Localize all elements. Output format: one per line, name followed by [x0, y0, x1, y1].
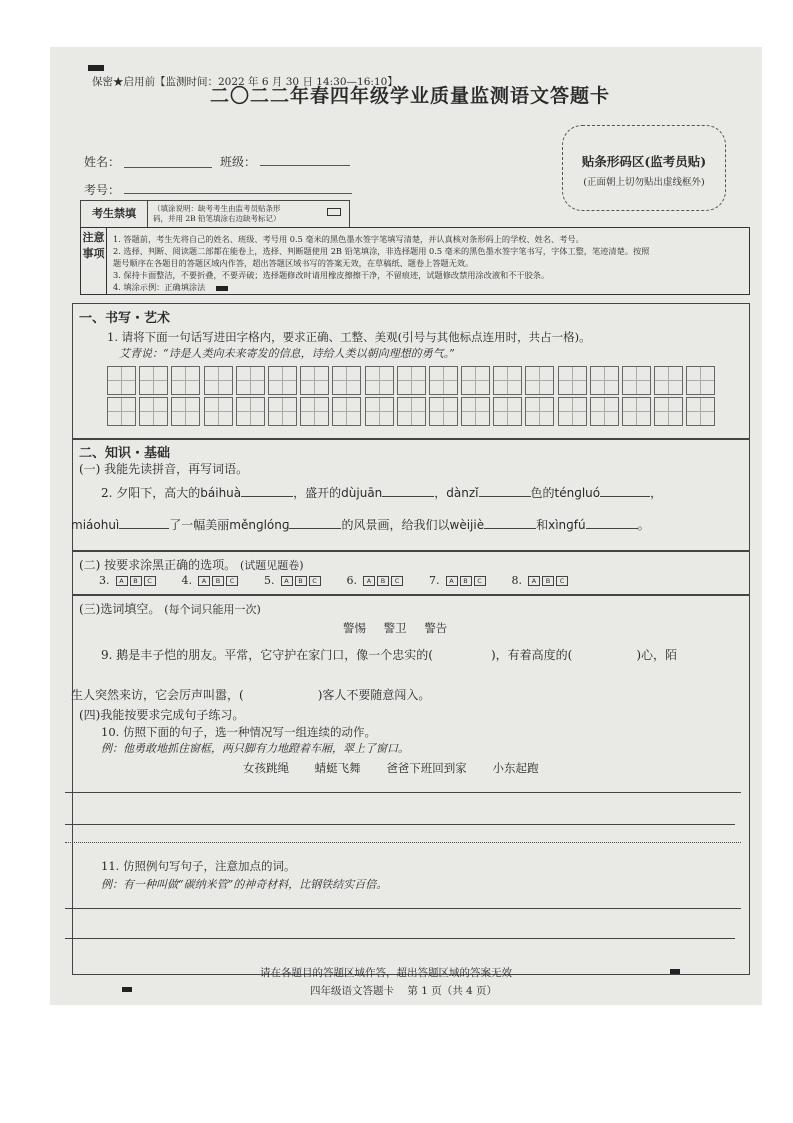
grid-cell[interactable] — [622, 397, 651, 426]
grid-cell[interactable] — [493, 366, 522, 395]
section-knowledge — [72, 439, 750, 551]
section-writing — [72, 303, 750, 439]
notice-label: 注意事项 — [81, 228, 107, 294]
choice-option-a[interactable]: A — [528, 576, 540, 586]
word-bank: 警惕 警卫 警告 — [343, 621, 448, 635]
grid-cell[interactable] — [525, 397, 554, 426]
q2-blank-6[interactable] — [289, 527, 341, 529]
forbidden-area — [80, 200, 350, 228]
part1-title: (一) 我能先读拼音，再写词语。 — [79, 462, 249, 476]
grid-cell[interactable] — [204, 366, 233, 395]
q2-blank-3[interactable] — [479, 495, 531, 497]
q2-line-2: miáohuì 了一幅美丽měnɡlónɡ 的风景画，给我们以wèijiè 和xìnɡfú 。 — [71, 518, 650, 532]
barcode-area — [562, 125, 726, 211]
grid-cell[interactable] — [461, 397, 490, 426]
choice-option-a[interactable]: A — [281, 576, 293, 586]
grid-cell[interactable] — [558, 397, 587, 426]
q2-blank-2[interactable] — [382, 495, 434, 497]
notice-line-1: 1. 答题前，考生先将自己的姓名、班级、考号用 0.5 毫米的黑色墨水签字笔填写清楚，并认真核对条形码上的学校、姓名、考号。 — [113, 234, 584, 244]
section-1-heading: 一、书写・艺术 — [79, 311, 171, 326]
choice-number: 4. — [181, 574, 192, 587]
grid-cell[interactable] — [300, 397, 329, 426]
choice-question — [99, 574, 158, 587]
q11-answer-line-2[interactable] — [65, 938, 735, 939]
grid-cell[interactable] — [397, 397, 426, 426]
confidential-line: 保密★启用前【监测时间：2022 年 6 月 30 日 14:30—16:10】 — [92, 76, 398, 88]
choice-option-c[interactable]: C — [391, 576, 403, 586]
choice-option-b[interactable]: B — [542, 576, 554, 586]
q9-line-1: 9. 鹅是丰子恺的朋友。平常，它守护在家门口，像一个忠实的( )，有着高度的( )心，陌 — [101, 648, 678, 662]
choice-row — [99, 574, 594, 587]
choice-option-b[interactable]: B — [295, 576, 307, 586]
grid-cell[interactable] — [204, 397, 233, 426]
choice-option-c[interactable]: C — [556, 576, 568, 586]
choice-number: 3. — [99, 574, 110, 587]
choice-question — [182, 574, 241, 587]
barcode-subtitle: (正面朝上切勿贴出虚线框外) — [583, 177, 705, 188]
q11-example: 例：有一种叫做“碳纳米管”的神奇材料，比钢铁结实百倍。 — [101, 878, 388, 891]
q9-line-2: 生人突然来访，它会厉声叫嚣，( )客人不要随意闯入。 — [71, 688, 431, 702]
grid-cell[interactable] — [622, 366, 651, 395]
page-title: 二〇二二年春四年级学业质量监测语文答题卡 — [209, 85, 610, 107]
alignment-mark-bottom-right — [670, 969, 680, 974]
q2-blank-8[interactable] — [586, 527, 638, 529]
name-label: 姓名： — [84, 155, 121, 169]
exam-number-label: 考号： — [84, 183, 121, 197]
grid-cell[interactable] — [171, 366, 200, 395]
q10-instruction: 10. 仿照下面的句子，选一种情况写一组连续的动作。 — [101, 725, 376, 739]
notice-box — [80, 227, 750, 295]
choice-option-b[interactable]: B — [130, 576, 142, 586]
writing-grid-row-1 — [107, 366, 717, 395]
q11-answer-line-1[interactable] — [65, 908, 741, 909]
grid-cell[interactable] — [429, 397, 458, 426]
part3-title: (三)选词填空。 (每个词只能用一次) — [79, 602, 261, 616]
footer-warning: 请在各题目的答题区域作答，超出答题区域的答案无效 — [260, 967, 512, 979]
alignment-mark — [88, 65, 104, 71]
notice-line-5: 4. 填涂示例：正确填涂法 — [113, 282, 228, 294]
choice-option-a[interactable]: A — [116, 576, 128, 586]
choice-question — [429, 574, 488, 587]
grid-cell[interactable] — [558, 366, 587, 395]
q10-answer-line-1[interactable] — [65, 792, 741, 793]
grid-cell[interactable] — [525, 366, 554, 395]
grid-cell[interactable] — [332, 397, 361, 426]
grid-cell[interactable] — [365, 366, 394, 395]
filled-example-mark — [216, 286, 228, 291]
grid-cell[interactable] — [236, 397, 265, 426]
choice-option-c[interactable]: C — [309, 576, 321, 586]
grid-cell[interactable] — [654, 366, 683, 395]
class-label: 班级： — [220, 155, 257, 169]
name-field[interactable] — [124, 167, 212, 168]
answer-sheet — [50, 47, 762, 1005]
choice-number: 6. — [346, 574, 357, 587]
grid-cell[interactable] — [429, 366, 458, 395]
grid-cell[interactable] — [139, 366, 168, 395]
choice-number: 5. — [264, 574, 275, 587]
grid-cell[interactable] — [654, 397, 683, 426]
notice-line-3: 题号顺序在各题目的答题区域内作答，超出答题区域书写的答案无效，在草稿纸、题卷上答题无效。 — [113, 258, 474, 268]
section-fill-and-sentences — [72, 595, 750, 975]
choice-option-a[interactable]: A — [198, 576, 210, 586]
divider — [65, 842, 741, 843]
choice-option-c[interactable]: C — [226, 576, 238, 586]
choice-question — [264, 574, 323, 587]
q2-blank-5[interactable] — [119, 527, 169, 529]
grid-cell[interactable] — [300, 366, 329, 395]
choice-number: 7. — [429, 574, 440, 587]
footer-page-number: 四年级语文答题卡 第 1 页（共 4 页） — [310, 985, 498, 997]
notice-line-2: 2. 选择、判断、阅读题二部都在能卷上，选择、判断题使用 2B 铅笔填涂，非选择题用 0.5 毫米的黑色墨水签字笔书写，字体工整，笔迹清楚。按照 — [113, 246, 650, 256]
notice-line-4: 3. 保持卡面整洁，不要折叠，不要弄破；选择题修改时请用橡皮擦擦干净，不留痕迹，试题修改禁用涂改液和不干胶条。 — [113, 270, 550, 280]
barcode-title: 贴条形码区(监考员贴) — [581, 154, 707, 169]
grid-cell[interactable] — [268, 397, 297, 426]
choice-option-b[interactable]: B — [212, 576, 224, 586]
q1-quote: 艾青说：“诗是人类向未来寄发的信息，诗给人类以朝向理想的勇气。” — [119, 347, 455, 360]
choice-option-a[interactable]: A — [363, 576, 375, 586]
choice-option-a[interactable]: A — [446, 576, 458, 586]
exam-number-field[interactable] — [124, 193, 352, 194]
q2-blank-1[interactable] — [241, 495, 293, 497]
forbidden-note: （填涂说明：缺考考生由监考员贴条形 码，并用 2B 铅笔填涂右边缺考标记） — [153, 204, 281, 223]
grid-cell[interactable] — [590, 366, 619, 395]
grid-cell[interactable] — [590, 397, 619, 426]
q2-line-1: 2. 夕阳下，高大的báihuà ，盛开的dùjuān ，dànzǐ 色的ténɡluó ， — [101, 486, 663, 500]
grid-cell[interactable] — [236, 366, 265, 395]
grid-cell[interactable] — [686, 366, 715, 395]
choice-question — [512, 574, 571, 587]
choice-option-c[interactable]: C — [474, 576, 486, 586]
grid-cell[interactable] — [171, 397, 200, 426]
grid-cell[interactable] — [397, 366, 426, 395]
grid-cell[interactable] — [365, 397, 394, 426]
part4-title: (四)我能按要求完成句子练习。 — [79, 708, 245, 722]
writing-grid-row-2 — [107, 397, 717, 426]
grid-cell[interactable] — [493, 397, 522, 426]
q1-instruction: 1. 请将下面一句话写进田字格内，要求正确、工整、美观(引号与其他标点连用时，共占一格)。 — [107, 330, 591, 344]
q2-blank-7[interactable] — [484, 527, 536, 529]
absent-mark-box[interactable] — [327, 208, 341, 216]
q10-answer-line-2[interactable] — [65, 824, 735, 825]
q2-blank-4[interactable] — [600, 495, 650, 497]
section-choices — [72, 551, 750, 595]
forbidden-label: 考生禁填 — [81, 201, 148, 227]
choice-number: 8. — [511, 574, 522, 587]
alignment-mark-bottom-left — [122, 987, 132, 992]
part2-title: (二) 按要求涂黑正确的选项。 (试题见题卷) — [79, 558, 304, 572]
q11-instruction: 11. 仿照例句写句子，注意加点的词。 — [101, 859, 296, 873]
grid-cell[interactable] — [268, 366, 297, 395]
grid-cell[interactable] — [461, 366, 490, 395]
choice-option-b[interactable]: B — [377, 576, 389, 586]
grid-cell[interactable] — [686, 397, 715, 426]
grid-cell[interactable] — [107, 397, 136, 426]
choice-option-b[interactable]: B — [460, 576, 472, 586]
grid-cell[interactable] — [332, 366, 361, 395]
grid-cell[interactable] — [107, 366, 136, 395]
choice-question — [347, 574, 406, 587]
class-field[interactable] — [260, 165, 350, 166]
choice-option-c[interactable]: C — [144, 576, 156, 586]
q10-options: 女孩跳绳 蜻蜓飞舞 爸爸下班回到家 小东起跑 — [243, 761, 539, 775]
grid-cell[interactable] — [139, 397, 168, 426]
q10-example: 例：他勇敢地抓住窗框，两只脚有力地蹬着车厢，翠上了窗口。 — [101, 742, 409, 755]
section-2-heading: 二、知识・基础 — [79, 446, 171, 461]
